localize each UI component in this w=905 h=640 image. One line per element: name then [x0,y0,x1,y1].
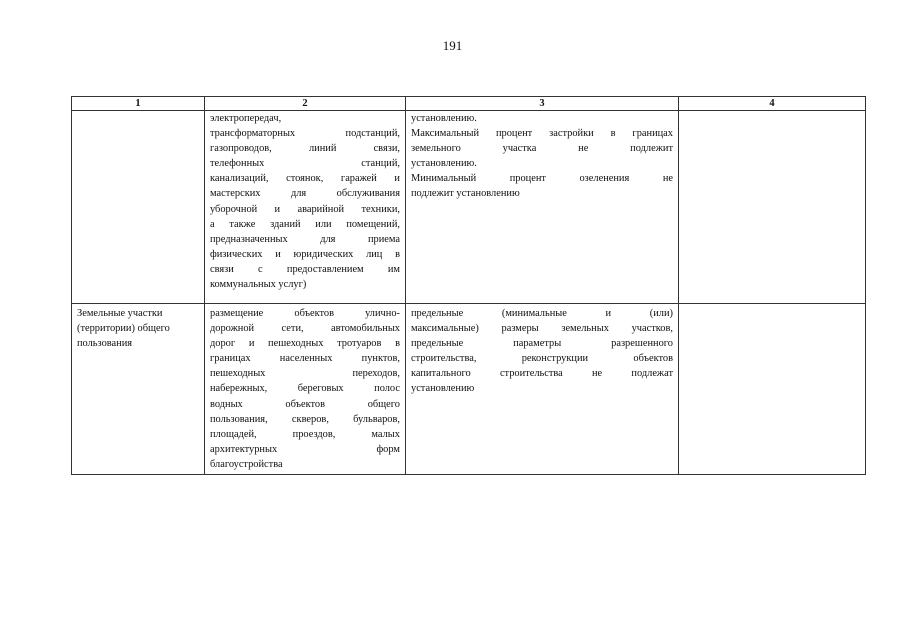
row-2-params-cell [406,304,679,475]
table-header-row [72,97,866,111]
text-line: (территории) общего [77,323,170,335]
text-line: площадей, проездов, малых [210,428,400,440]
land-use-table [71,96,866,475]
text-line: размещение объектов улично- [210,308,400,319]
text-line: капитального строительства не подлежат [411,368,673,380]
text-line: дорожной сети, автомобильных [210,323,400,335]
text-line: Максимальный процент застройки в границах [411,128,673,140]
header-col-4: 4 [679,97,866,111]
table-row [72,304,866,475]
text-line: предельные (минимальные и (или) [411,308,673,319]
row-1-notes-cell [679,111,866,304]
text-line: водных объектов общего [210,398,400,410]
text-line: уборочной и аварийной техники, [210,203,400,215]
text-line: а также зданий или помещений, [210,218,400,230]
text-line: архитектурных форм [210,443,400,455]
text-line: Минимальный процент озеленения не [411,173,673,185]
text-line: границах населенных пунктов, [210,353,400,365]
page-number: 191 [442,38,463,53]
text-line: пользования, скверов, бульваров, [210,413,400,425]
text-line: земельного участка не подлежит [411,143,673,155]
text-line: телефонных станций, [210,158,400,170]
text-line: подлежит установлению [411,188,520,200]
header-col-2: 2 [205,97,406,111]
text-line: связи с предоставлением им [210,263,400,275]
text-line: трансформаторных подстанций, [210,128,400,140]
row-1-zone-cell [72,111,205,304]
text-line: набережных, береговых полос [210,383,400,395]
text-line: строительства, реконструкции объектов [411,353,673,365]
header-col-3: 3 [406,97,679,111]
text-line: благоустройства [210,458,283,470]
text-line: пользования [77,338,133,350]
text-line: максимальные) размеры земельных участков, [411,323,673,335]
text-line: установлению. [411,113,477,124]
text-line: коммунальных услуг) [210,279,307,291]
text-line: канализаций, стоянок, гаражей и [210,173,400,185]
text-line: физических и юридических лиц в [210,248,400,260]
text-line: пешеходных переходов, [210,368,400,380]
text-line: мастерских для обслуживания [210,188,400,200]
text-line: предельные параметры разрешенного [411,338,673,350]
text-line: дорог и пешеходных тротуаров в [210,338,400,350]
header-col-1: 1 [72,97,205,111]
text-line: электропередач, [210,113,282,124]
text-line: предназначенных для приема [210,233,400,245]
table-row [72,111,866,304]
text-line: газопроводов, линий связи, [210,143,400,155]
row-2-notes-cell [679,304,866,475]
text-line: установлению. [411,158,477,170]
row-2-zone-cell [72,304,205,475]
row-1-params-cell [406,111,679,304]
text-line: установлению [411,383,475,395]
row-2-uses-cell [205,304,406,475]
row-1-uses-cell [205,111,406,304]
text-line: Земельные участки [77,308,163,319]
